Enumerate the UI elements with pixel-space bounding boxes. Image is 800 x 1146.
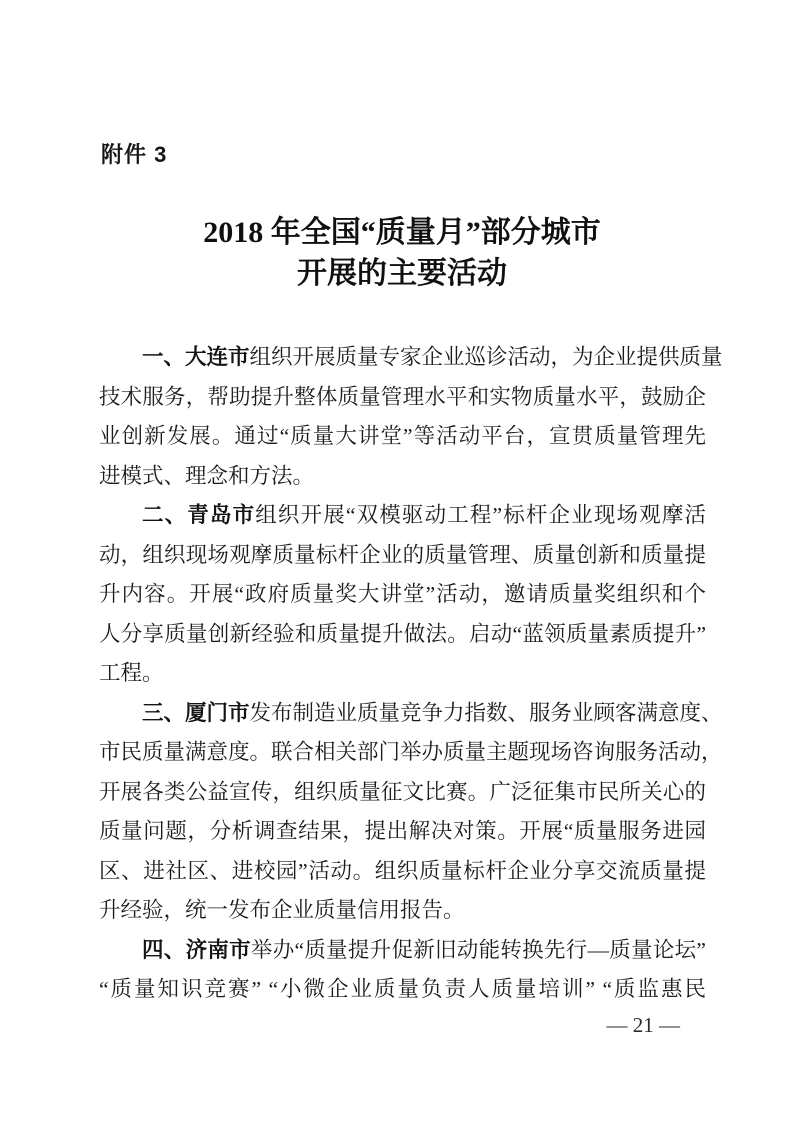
body-line: 区、进社区、进校园”活动。组织质量标杆企业分享交流质量提 <box>99 858 706 883</box>
body-line: 动，组织现场观摩质量标杆企业的质量管理、质量创新和质量提 <box>99 542 706 567</box>
body-line <box>99 694 723 734</box>
body-line: 质量问题，分析调查结果，提出解决对策。开展“质量服务进园 <box>99 819 706 843</box>
paragraph-first-line-text: 举办“质量提升促新旧动能转换先行—质量论坛” <box>250 937 706 962</box>
body-line: 技术服务，帮助提升整体质量管理水平和实物质量水平，鼓励企 <box>99 384 706 409</box>
body-line <box>99 931 706 971</box>
body-line: 人分享质量创新经验和质量提升做法。启动“蓝领质量素质提升” <box>99 621 706 646</box>
body-line: 升内容。开展“政府质量奖大讲堂”活动，邀请质量奖组织和个 <box>99 582 706 606</box>
body-line: 开展各类公益宣传，组织质量征文比赛。广泛征集市民所关心的 <box>99 779 706 804</box>
body-line: 工程。 <box>99 661 164 685</box>
body-line: “质量知识竞赛” “小微企业质量负责人质量培训” “质监惠民 <box>99 977 706 1001</box>
paragraph-first-line-text: 组织开展“双模驱动工程”标杆企业现场观摩活 <box>255 503 706 527</box>
page-number: — 21 — <box>606 1013 680 1037</box>
body-line: 市民质量满意度。联合相关部门举办质量主题现场咨询服务活动， <box>99 740 723 764</box>
body-line <box>99 338 723 378</box>
body-line: 进模式、理念和方法。 <box>99 463 315 488</box>
paragraph-lead: 三、厦门市 <box>142 700 250 725</box>
document-title <box>98 212 706 294</box>
paragraph-lead: 二、青岛市 <box>142 503 256 527</box>
attachment-label: 附件 3 <box>101 142 168 167</box>
body-line <box>99 496 706 536</box>
title-line-1: 2018 年全国“质量月”部分城市 <box>203 216 601 249</box>
body-line: 业创新发展。通过“质量大讲堂”等活动平台，宣贯质量管理先 <box>99 424 706 448</box>
paragraph-first-line-text: 组织开展质量专家企业巡诊活动，为企业提供质量 <box>249 345 723 369</box>
paragraph-jinan <box>99 931 706 1010</box>
paragraph-dalian <box>99 338 723 496</box>
document-body <box>99 338 723 1010</box>
paragraph-lead: 一、大连市 <box>142 345 250 369</box>
title-line-2: 开展的主要活动 <box>297 257 507 290</box>
paragraph-qingdao <box>99 496 706 694</box>
paragraph-lead: 四、济南市 <box>142 937 251 962</box>
paragraph-xiamen <box>99 694 723 931</box>
body-line: 升经验，统一发布企业质量信用报告。 <box>99 898 465 922</box>
paragraph-first-line-text: 发布制造业质量竞争力指数、服务业顾客满意度、 <box>249 700 723 725</box>
